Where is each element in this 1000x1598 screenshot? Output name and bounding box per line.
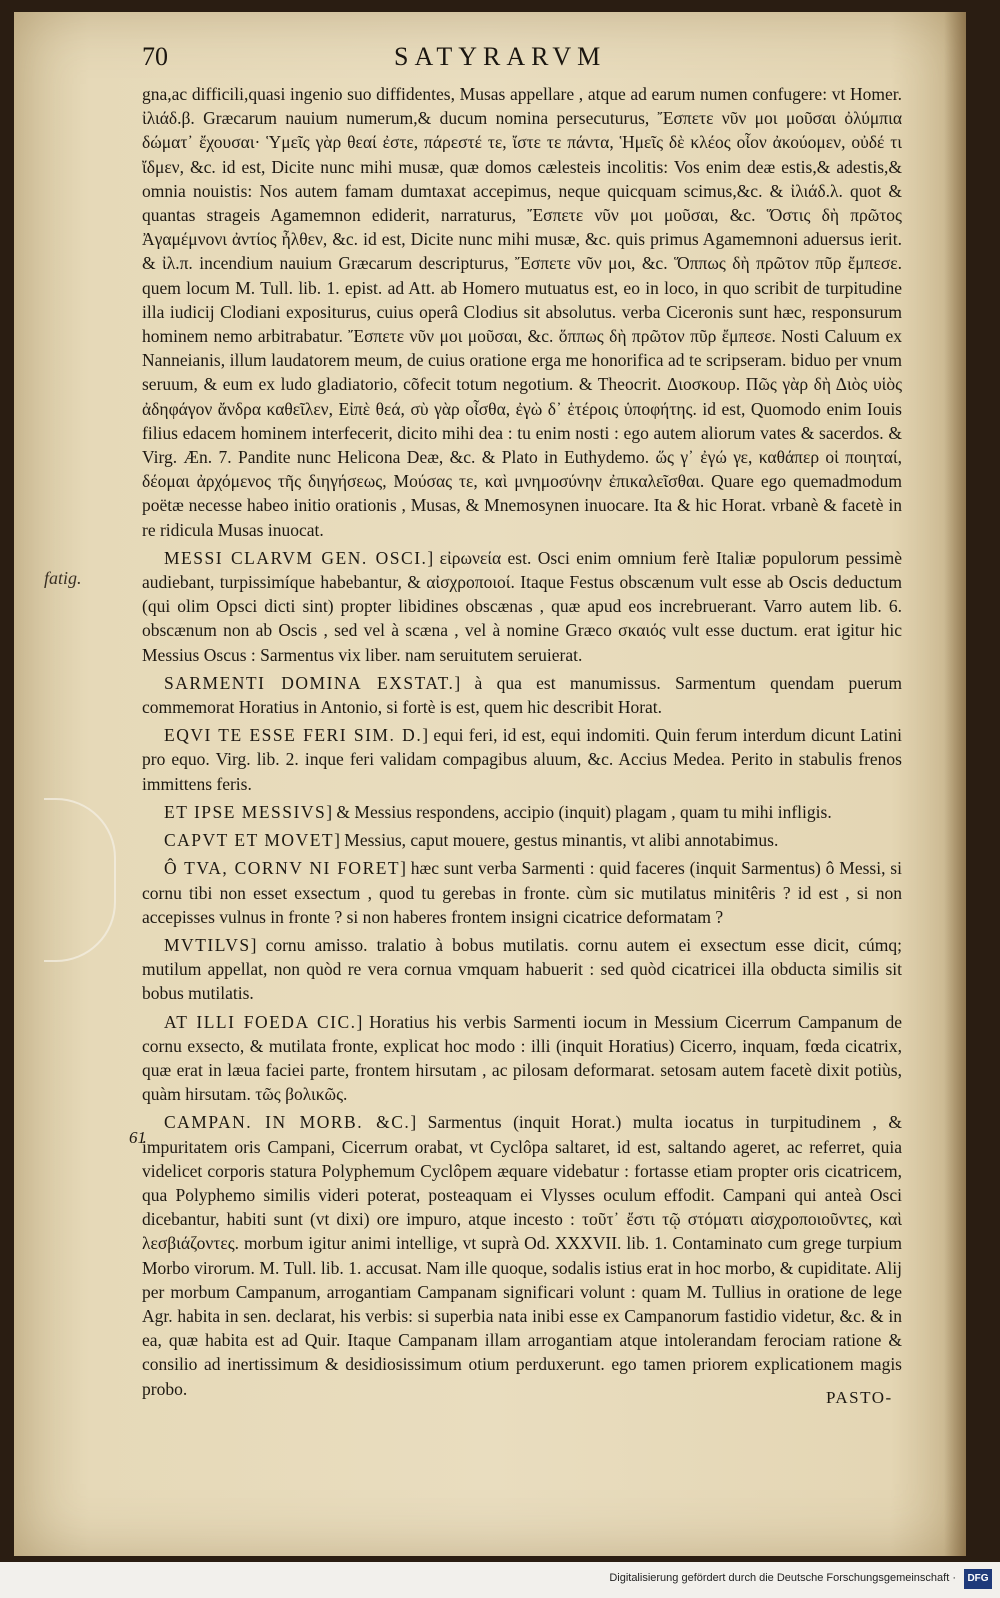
lemma-head: ET IPSE MESSIVS [164, 801, 327, 822]
lemma-body: ] cornu amisso. tralatio à bobus mutilatis. cornu autem ei exsectum esse dicit, cúmq; mutilum appellat, non quòd re vera cornua vmquam habuerit : sed quòd cicatricei illa obducta similis sit bobus mutilatis. [142, 934, 902, 1004]
margin-line-number: 61 [129, 1128, 146, 1147]
catchword: PASTO- [826, 1388, 893, 1407]
running-head: SATYRARVM [394, 42, 607, 71]
lemma-body: ] Messius, caput mouere, gestus minantis, vt alibi annotabimus. [334, 830, 779, 851]
bookmark-slip [44, 798, 116, 962]
lemma-head: SARMENTI DOMINA EXSTAT. [164, 672, 455, 693]
lemma-entry [142, 723, 902, 796]
book-page [14, 12, 966, 1556]
lemma-entry [142, 546, 902, 667]
lemma-head: CAPVT ET MOVET [164, 830, 335, 851]
lemma-body: ] equi feri, id est, equi indomiti. Quin ferum interdum dicunt Latini pro equo. Virg. lib. 2. inque feri validam compagibus aluum, &c. Accius Medea. Perito in stabulis frenos immittens feris. [142, 725, 902, 794]
lemma-entry [142, 828, 902, 852]
digitization-footer [0, 1562, 1000, 1598]
lemma-body: ] à qua est manumissus. Sarmentum quendam puerum commemorat Horatius in Antonio, si fortè is est, quem hic describit Horat. [142, 672, 902, 718]
lemma-body: ] εἰρωνεία est. Osci enim omnium ferè Italiæ populorum pessimè audiebant, turpissimíque habebantur, & αἰσχροποιοί. Itaque Festus obscænum vult esse ab Oscis deductum (qui olim Opsci dicti sint) propter libidines obscænas , quæ apud eos increbruerant. Varro autem lib. 6. obscænum non ab Oscis , sed vel à scæna , vel à nomine Græco σκαιός vult esse ductum. erat igitur hic Messius Oscus : Sarmentus vix liber. nam seruitutem seruierat. [142, 547, 903, 665]
lemma-body: ] hæc sunt verba Sarmenti : quid faceres (inquit Sarmentus) ô Messi, si cornu tibi non esset exsectum , quod tu gerebas in fronte. cùm sic mutilatus minitêris ? id est , si non accepisses vulnus in fronte ? si non haberes frontem insigni cicatrice deformatam ? [142, 858, 902, 927]
lemma-head: MESSI CLARVM GEN. OSCI. [164, 547, 428, 568]
lemma-body: ] Sarmentus (inquit Horat.) multa iocatus in turpitudinem , & impuritatem oris Campani, Cicerrum orabat, vt Cyclôpa saltaret, id est, saltando ageret, ac referret, quia videlicet corporis statura Polyphemum Cyclôpem æquare videbatur : fortasse etiam propter oris cicatricem, qua Polyphemo similis videri poterat, posteaquam ei Vlysses oculum effodit. Campani qui anteà Osci dicebantur, habiti sunt (vt dixi) ore impuro, atque incesto : τοῦτ᾽ ἔστι τῷ στόματι αἰσχροποιοῦντες, καὶ λεσβιάζοντες. morbum igitur animi intellige, vt suprà Od. XXXVII. lib. 1. Contaminato cum grege turpium Morbo virorum. M. Tull. lib. 1. accusat. Nam ille quoque, sodalis istius erat in hoc morbo, & cupiditate. Alij per morbum Campanum, arrogantiam Campanam significari volunt : quam M. Tullius in oratione de lege Agr. habita in sen. declarat, his verbis: si superbia nata inibi esse ex Campanorum fastidio videtur, &c. & in ea, quæ habita est ad Quir. Itaque Campanam illam arrogantiam atque intolerandam ferociam ratione & consilio ad inertissimum & desidiosissimum otium perduxerunt. ego tamen priorem explicationem magis probo. [142, 1112, 902, 1399]
margin-note: fatig. [44, 568, 82, 588]
lemma-entry [142, 856, 902, 929]
lemma-entry [142, 1110, 902, 1400]
lemma-entry [142, 671, 902, 719]
lemma-entry [142, 933, 902, 1006]
lemma-body: ] & Messius respondens, accipio (inquit) plagam , quam tu mihi infligis. [326, 801, 832, 822]
lemma-entry [142, 800, 902, 824]
dfg-logo: DFG [964, 1569, 992, 1589]
funding-credit: Digitalisierung gefördert durch die Deutsche Forschungsgemeinschaft · [609, 1572, 956, 1584]
lemma-head: EQVI TE ESSE FERI SIM. D. [164, 725, 423, 746]
lemma-head: Ô TVA, CORNV NI FORET [164, 858, 401, 879]
page-number: 70 [142, 42, 168, 71]
lemma-head: CAMPAN. IN MORB. &C. [164, 1112, 411, 1133]
commentary-text [142, 82, 902, 1405]
page-gutter-shadow [944, 12, 966, 1556]
lemma-head: MVTILVS [164, 934, 251, 955]
lemma-body: ] Horatius his verbis Sarmenti iocum in Messium Cicerrum Campanum de cornu exsecto, & mutilata fronte, explicat hoc modo : illi (inquit Horatius) Cicerro, inquam, fœda cicatrix, quæ erat in læua faciei parte, frontem hirsutam , ac pilosam deformarat. setosam autem facetè dixit potiùs, quàm hirsutam. τῶς βολικῶς. [142, 1011, 902, 1105]
opening-paragraph: gna,ac difficili,quasi ingenio suo diffidentes, Musas appellare , atque ad earum numen confugere: vt Homer. ἰλιάδ.β. Græcarum nauium numerum,& ducum nomina persecuturus, Ἔσπετε νῦν μοι μοῦσαι ὀλύμπια δώματ᾽ ἔχουσαι· Ὑμεῖς γὰρ θεαί ἐστε, πάρεστέ τε, ἴστε τε πάντα, Ἡμεῖς δὲ κλέος οἶον ἀκούομεν, οὐδέ τι ἴδμεν, &c. id est, Dicite nunc mihi musæ, quæ domos cælesteis incolitis: Vos enim deæ estis,& adestis,& omnia nouistis: Nos autem famam dumtaxat accepimus, neque quicquam scimus,&c. & ἰλιάδ.λ. quot & quantas strageis Agamemnon ediderit, narraturus, Ἔσπετε νῦν μοι μοῦσαι, &c. Ὅστις δὴ πρῶτος Ἀγαμέμνονι ἀντίος ἦλθεν, &c. id est, Dicite nunc mihi musæ, &c. quis primus Agamemnoni aduersus ierit. & ἰλ.π. incendium nauium Græcarum descripturus, Ἔσπετε νῦν μοι, &c. Ὅππως δὴ πρῶτον πῦρ ἔμπεσε. quem locum M. Tull. lib. 1. epist. ad Att. ab Homero mutuatus est, eo in loco, in quo scribit de turpitudine illa iudicij Clodiani expositurus, cuius operâ Clodius sit absolutus. verba Ciceronis sunt hæc, responsurum hominem nemo arbitrabatur. Ἔσπετε νῦν μοι μοῦσαι, &c. ὅππως δὴ πρῶτον πῦρ ἔμπεσε. Nosti Caluum ex Nanneianis, illum laudatorem meum, de cuius oratione erga me honorifica ad te scripseram. biduo per vnum seruum, & eum ex ludo gladiatorio, cõfecit totum negotium. & Theocrit. Διοσκουρ. Πῶς γὰρ δὴ Διὸς υἱὸς ἀδηφάγον ἄνδρα καθεῖλεν, Εἰπὲ θεά, σὺ γὰρ οἶσθα, ἐγὼ δ᾽ ἑτέροις ὑποφήτης. id est, Quomodo enim Iouis filius edacem hominem interfecerit, dicito mihi dea : tu enim nosti : ego autem aliorum vates & sacerdos. & Virg. Æn. 7. Pandite nunc Helicona Deæ, &c. & Plato in Euthydemo. ὥς γ᾽ ἐγώ γε, καθάπερ οἱ ποιηταί, δέομαι ἀρχόμενος τῆς διηγήσεως, Μούσας τε, καὶ μνημοσύνην ἐπικαλεῖσθαι. Quare ego quemadmodum poëtæ necesse habeo initio orationis , Musas, & Mnemosynen inuocare. Ita & hic Horat. vrbanè & facetè in re ridicula Musas inuocat. [142, 84, 902, 540]
lemma-entry [142, 1010, 902, 1107]
lemma-head: AT ILLI FOEDA CIC. [164, 1011, 357, 1032]
